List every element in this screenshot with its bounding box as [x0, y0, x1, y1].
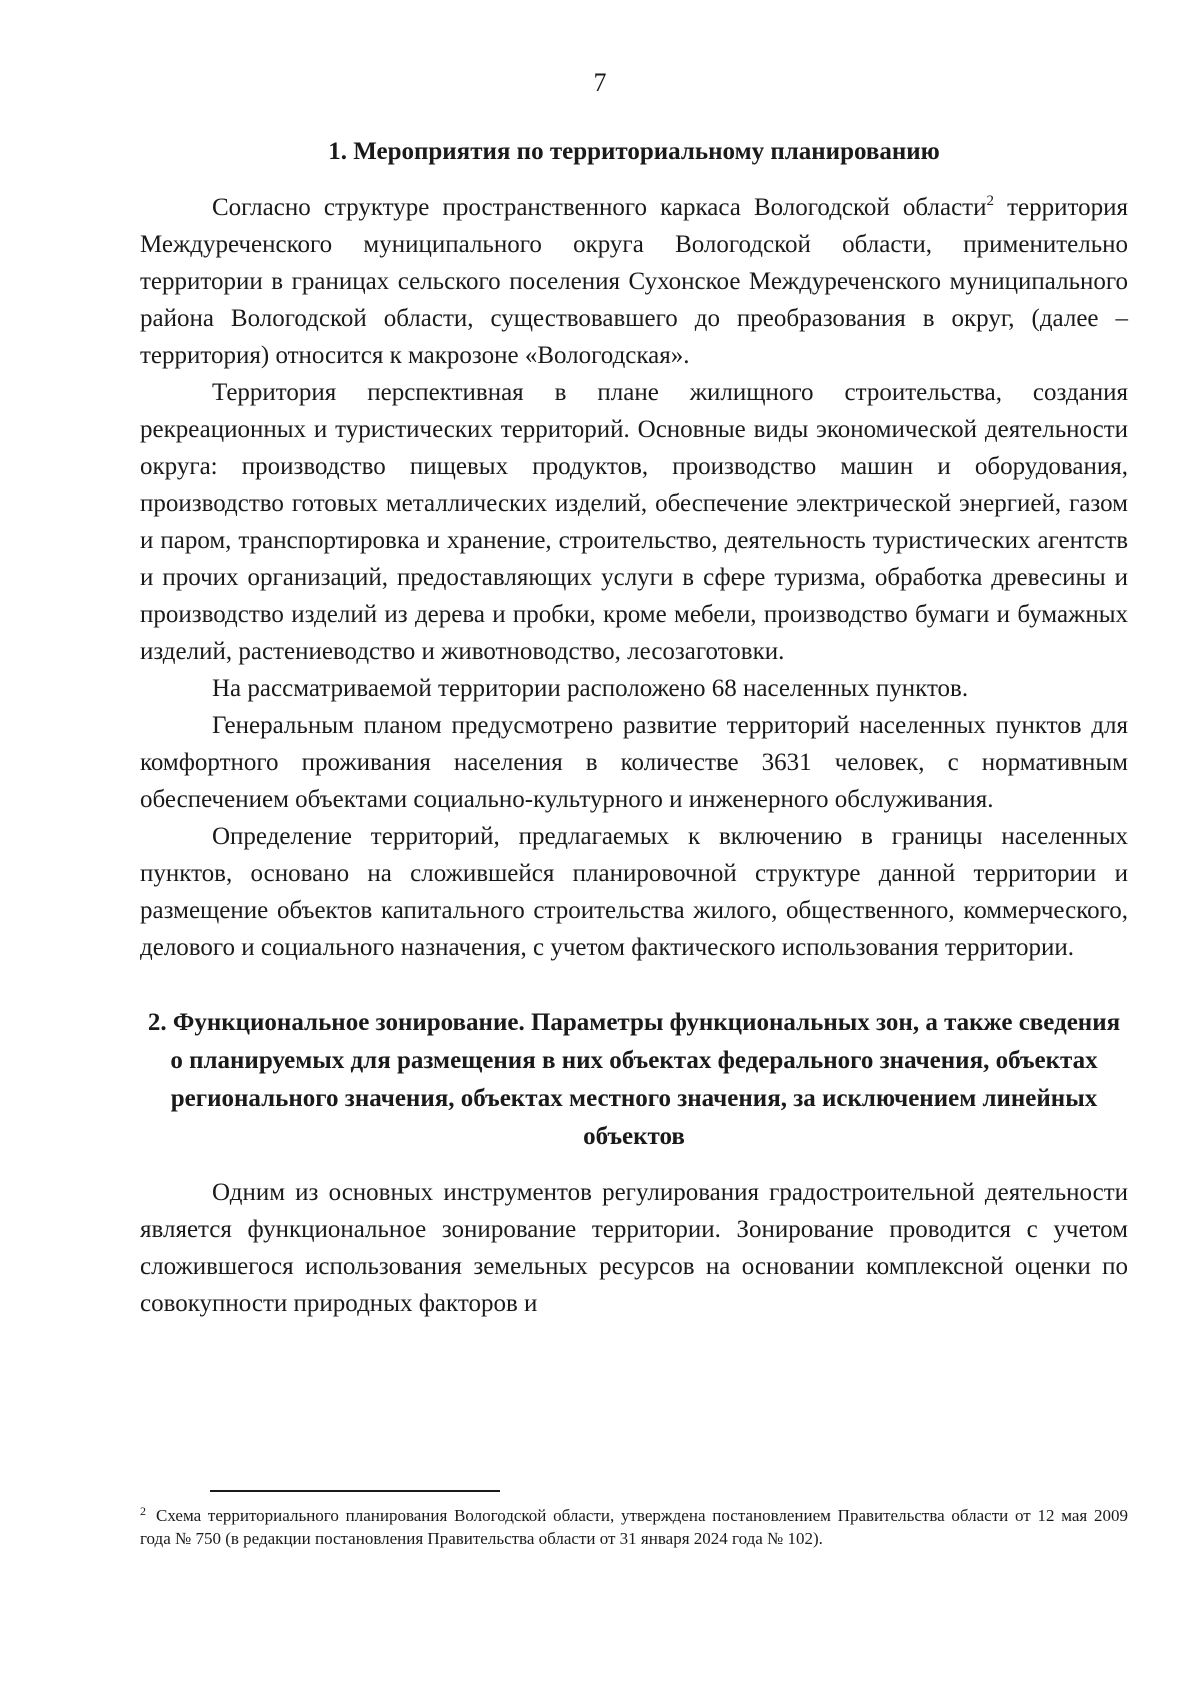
- paragraph-5: Определение территорий, предлагаемых к включению в границы населенных пунктов, основано на сложившейся планировочной структуре данной территории и размещение объектов капитального строительства жилого, общественного, коммерческого, делового и социального назначения, с учетом фактического использования территории.: [140, 823, 1128, 961]
- page-number: 7: [593, 68, 607, 97]
- footnote-ref[interactable]: 2: [986, 193, 994, 209]
- paragraph-1: Согласно структуре пространственного каркаса Вологодской области$^2$ территория Междуреченского муниципального округа Вологодской области, применительно территории в границах сельского поселения Сухонское Междуреченского муниципального района Вологодской области, существовавшего до преобразования в округ, (далее – территория) относится к макрозоне «Вологодская».: [140, 193, 1128, 369]
- paragraph-3: На рассматриваемой территории расположено 68 населенных пунктов.: [212, 675, 969, 702]
- footnote: [140, 1500, 1128, 1550]
- footnote-text: Схема территориального планирования Вологодской области, утверждена постановлением Правительства области от 12 мая 2009 года № 750 (в редакции постановления Правительства области от 31 января 2024 года № 102).: [140, 1506, 1128, 1548]
- section-2-heading: 2. Функциональное зонирование. Параметры функциональных зон, а также сведения о планируемых для размещения в них объектах федерального значения, объектах регионального значения, объектах местного значения, за исключением линейных объектов: [147, 1009, 1121, 1150]
- section-1-heading: 1. Мероприятия по территориальному планированию: [328, 138, 940, 165]
- document-body: [140, 135, 1128, 1322]
- paragraph-4: Генеральным планом предусмотрено развитие территорий населенных пунктов для комфортного проживания населения в количестве 3631 человек, с нормативным обеспечением объектами социально-культурного и инженерного обслуживания.: [140, 712, 1128, 813]
- paragraph-2: Территория перспективная в плане жилищного строительства, создания рекреационных и туристических территорий. Основные виды экономической деятельности округа: производство пищевых продуктов, производство машин и оборудования, производство готовых металлических изделий, обеспечение электрической энергией, газом и паром, транспортировка и хранение, строительство, деятельность туристических агентств и прочих организаций, предоставляющих услуги в сфере туризма, обработка древесины и производство изделий из дерева и пробки, кроме мебели, производство бумаги и бумажных изделий, растениеводство и животноводство, лесозаготовки.: [140, 379, 1128, 665]
- footnote-divider: [210, 1490, 500, 1492]
- footnote-marker: 2: [140, 1504, 146, 1518]
- paragraph-6: Одним из основных инструментов регулирования градостроительной деятельности является функциональное зонирование территории. Зонирование проводится с учетом сложившегося использования земельных ресурсов на основании комплексной оценки по совокупности природных факторов и: [140, 1179, 1128, 1317]
